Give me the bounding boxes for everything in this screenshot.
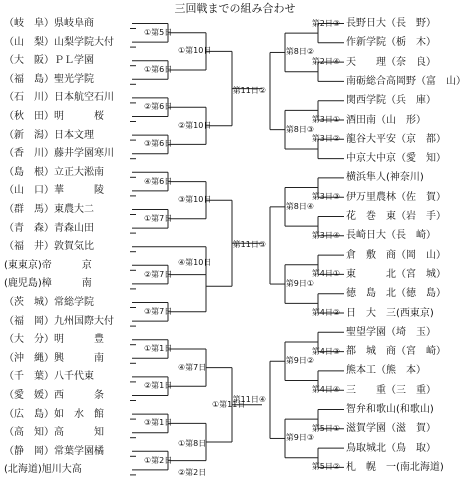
left-r1-label-2: ①第6日 — [144, 65, 173, 74]
left-team-24: （静 岡）常葉学園橘 — [4, 445, 104, 457]
right-r1-label-1: 第2日③ — [311, 18, 340, 28]
right-team-6: 酒田南（山 形） — [346, 114, 426, 126]
right-r1-label-9: 第4日③ — [311, 346, 340, 356]
left-team-21: （愛 媛）西 条 — [4, 390, 104, 401]
right-team-18: 都 城 商（宮 崎） — [346, 346, 446, 358]
left-r1-label-1: ①第5日 — [144, 27, 173, 37]
left-team-23: （高 知）高 知 — [4, 427, 104, 439]
right-r1-label-10: 第4日④ — [311, 385, 340, 395]
left-team-8: （香 川）藤井学園寒川 — [4, 148, 114, 160]
right-r2-label-1: 第8日② — [285, 47, 314, 57]
right-r1-label-8: 第4日② — [311, 308, 340, 317]
right-team-19: 熊本工（熊 本） — [346, 365, 426, 377]
right-r1-label-2: 第2日④ — [311, 57, 340, 67]
right-team-2: 作新学院（栃 木） — [346, 37, 436, 49]
left-team-22: （広 島）如 水 館 — [4, 408, 104, 420]
left-team-14: (東東京)帝 京 — [4, 259, 92, 271]
right-r1-label-7: 第4日① — [311, 269, 340, 279]
left-team-5: （石 川）日本航空石川 — [4, 92, 114, 104]
right-team-24: 札 幌 一(南北海道) — [346, 461, 444, 473]
right-team-11: 花 巻 東（岩 手） — [346, 211, 446, 222]
right-team-22: 滋賀学園（滋 賀） — [346, 423, 436, 435]
right-r2-label-2: 第8日③ — [285, 124, 314, 134]
right-team-3: 天 理（奈 良） — [346, 56, 436, 68]
left-r1-label-3: ②第6日 — [144, 102, 173, 112]
right-r3-label-2: 第11日③ — [232, 240, 266, 250]
left-r1-label-8: ③第7日 — [144, 306, 173, 316]
left-r2-label-4: ④第10日 — [178, 257, 212, 267]
left-team-12: （青 森）青森山田 — [4, 222, 94, 234]
left-team-1: （岐 阜）県岐阜商 — [4, 18, 94, 29]
left-r2-label-1: ①第10日 — [178, 46, 212, 56]
left-r1-label-7: ②第7日 — [144, 269, 173, 279]
right-r1-label-12: 第5日② — [311, 462, 340, 472]
left-team-16: （茨 城）常総学院 — [4, 297, 94, 308]
right-team-10: 伊万里農林（佐 賀） — [346, 191, 446, 203]
left-team-6: （秋 田）明 桜 — [4, 111, 104, 122]
left-team-19: （沖 縄）興 南 — [4, 352, 104, 364]
left-r2-label-6: ①第11日 — [212, 399, 246, 409]
right-team-14: 東 北（宮 城） — [346, 268, 446, 280]
left-team-15: (鹿児島)樟 南 — [4, 278, 92, 290]
right-r2-label-6: 第9日③ — [285, 433, 314, 443]
right-team-20: 三 重（三 重） — [346, 384, 436, 396]
left-team-2: （山 梨）山梨学院大付 — [4, 36, 114, 48]
left-r1-label-13: ②第2日 — [178, 467, 207, 477]
right-r2-label-4: 第9日① — [285, 279, 314, 289]
left-team-10: （山 口）華 陵 — [4, 185, 104, 197]
left-team-17: （福 岡）九州国際大付 — [4, 315, 114, 327]
right-team-17: 聖望学園（埼 玉） — [346, 326, 436, 338]
right-team-21: 智弁和歌山(和歌山) — [346, 404, 434, 415]
right-team-4: 南砺総合高岡野（富 山） — [346, 75, 466, 87]
right-r1-label-5: 第3日③ — [311, 192, 340, 202]
left-r2-label-5: ④第7日 — [178, 362, 207, 372]
right-team-23: 鳥取城北（鳥 取） — [346, 442, 436, 454]
right-r1-label-6: 第3日④ — [311, 230, 340, 240]
right-r2-label-5: 第9日② — [285, 356, 314, 366]
right-team-8: 中京大中京（愛 知） — [346, 153, 446, 165]
left-r2-label-3: ③第10日 — [178, 195, 212, 205]
left-team-20: （千 葉）八千代東 — [4, 371, 94, 383]
right-r1-label-4: 第3日② — [311, 134, 340, 144]
right-r2-label-3: 第8日④ — [285, 201, 314, 211]
left-r1-label-4: ③第6日 — [144, 139, 173, 149]
page-title: 三回戦までの組み合わせ — [174, 2, 296, 15]
left-team-13: （福 井）敦賀気比 — [4, 241, 94, 253]
right-team-16: 日 大 三(西東京) — [346, 307, 434, 319]
left-r2-label-7: ①第8日 — [178, 439, 207, 448]
right-team-1: 長野日大（長 野） — [346, 18, 436, 29]
left-team-25: (北海道)旭川大高 — [4, 464, 82, 476]
left-team-11: （群 馬）東農大二 — [4, 204, 94, 215]
right-r1-label-11: 第5日① — [311, 423, 340, 433]
left-r1-label-11: ③第1日 — [144, 418, 173, 428]
left-r1-label-12: ①第2日 — [144, 455, 173, 465]
right-team-15: 徳 島 北（徳 島） — [346, 288, 446, 300]
left-r1-label-5: ④第6日 — [144, 176, 173, 186]
right-team-7: 龍谷大平安（京 都） — [346, 133, 446, 145]
left-team-4: （福 島）聖光学院 — [4, 73, 94, 85]
left-team-18: （大 分）明 豊 — [4, 334, 104, 346]
left-team-7: （新 潟）日本文理 — [4, 129, 94, 141]
right-r1-label-3: 第3日① — [311, 115, 340, 124]
right-team-9: 横浜隼人(神奈川) — [346, 172, 424, 184]
right-team-13: 倉 敷 商（岡 山） — [346, 249, 446, 261]
left-r2-label-2: ②第10日 — [178, 120, 212, 130]
right-r3-label-3: 第11日④ — [232, 394, 266, 404]
right-team-5: 関西学院（兵 庫） — [346, 95, 436, 107]
left-team-3: （大 阪）ＰＬ学園 — [4, 55, 94, 67]
left-r1-label-10: ②第1日 — [144, 381, 173, 391]
left-r1-label-6: ①第7日 — [144, 213, 173, 223]
left-team-9: （島 根）立正大淞南 — [4, 166, 104, 178]
left-r1-label-9: ①第1日 — [144, 344, 173, 353]
right-team-12: 長崎日大（長 崎） — [346, 230, 436, 242]
right-r3-label-1: 第11日② — [232, 86, 266, 96]
